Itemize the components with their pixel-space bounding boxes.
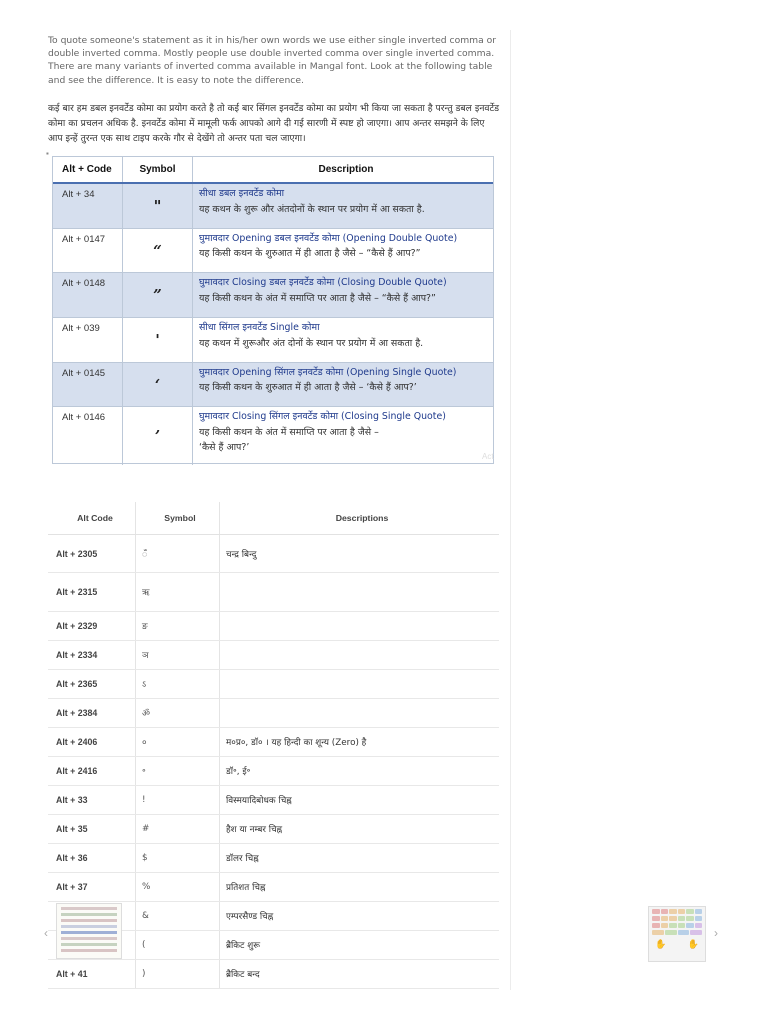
- description-title: सीधा सिंगल इनवर्टेड Single कोमा: [199, 322, 320, 334]
- alt-code-cell: Alt + 0148: [53, 273, 123, 317]
- table-row: [53, 318, 493, 363]
- table-row: [48, 757, 499, 786]
- symbol-cell: ०: [136, 728, 220, 757]
- description-cell: [220, 641, 500, 670]
- alt-code-cell: Alt + 36: [48, 844, 136, 873]
- description-cell: [220, 670, 500, 699]
- description-cell: [220, 573, 500, 612]
- description-cell: विस्मयादिबोधक चिह्न: [220, 786, 500, 815]
- alt-code-cell: Alt + 37: [48, 873, 136, 902]
- intro-paragraph-english: To quote someone's statement as it in his/her own words we use either single inverted comma or double inverted comma. Mostly people use double inverted comma over single inverted comma. There are many variants of inverted comma available in Mangal font. Look at the following table and see the difference. It is easy to note the difference.: [48, 35, 497, 86]
- alt-code-cell: Alt + 33: [48, 786, 136, 815]
- alt-code-cell: Alt + 0146: [53, 407, 123, 465]
- description-cell: [220, 699, 500, 728]
- table-row: [48, 612, 499, 641]
- alt-code-cell: Alt + 0147: [53, 229, 123, 273]
- description-title: घुमावदार Opening सिंगल इनवर्टेड कोमा (Opening Single Quote): [199, 366, 457, 378]
- inverted-comma-table: [52, 156, 494, 464]
- table-row: [48, 641, 499, 670]
- table-row: [48, 573, 499, 612]
- symbol-cell: ङ: [136, 612, 220, 641]
- table-row: [48, 844, 499, 873]
- table-row: [48, 873, 499, 902]
- symbol-cell: ऋ: [136, 573, 220, 612]
- description-text: यह कथन में शुरूऔर अंत दोनों के स्थान पर प्रयोग में आ सकता है.: [199, 337, 424, 349]
- description-cell: चन्द्र बिन्दु: [220, 535, 500, 573]
- description-cell: [193, 229, 493, 273]
- header-symbol: Symbol: [123, 157, 193, 182]
- table-row: [53, 184, 493, 229]
- alt-code-cell: Alt + 41: [48, 960, 136, 989]
- symbol-cell: ': [123, 318, 193, 362]
- description-cell: [193, 184, 493, 228]
- description-text: यह किसी कथन के अंत में समाप्ति पर आता है जैसे –: [199, 426, 379, 438]
- description-cell: हैश या नम्बर चिह्न: [220, 815, 500, 844]
- symbol-cell: !: [136, 786, 220, 815]
- carousel-next-icon[interactable]: ›: [714, 926, 718, 940]
- hands-icon: ✋ ✋: [655, 939, 699, 949]
- symbol-cell: #: [136, 815, 220, 844]
- description-cell: [193, 273, 493, 317]
- description-title: घुमावदार Closing सिंगल इनवर्टेड कोमा (Closing Single Quote): [199, 411, 446, 423]
- table-row: [53, 273, 493, 318]
- alt-code-cell: Alt + 2329: [48, 612, 136, 641]
- table-row: [48, 535, 499, 573]
- description-text: यह किसी कथन के शुरुआत में ही आता है जैसे – ‘कैसे हैं आप?’: [199, 382, 417, 394]
- alt-code-cell: Alt + 0145: [53, 363, 123, 407]
- symbol-cell: $: [136, 844, 220, 873]
- inverted-comma-table-header: [53, 156, 493, 184]
- symbol-cell: “: [123, 229, 193, 273]
- keyboard-layout-thumbnail[interactable]: [648, 906, 706, 962]
- description-text: यह कथन के शुरू और अंतदोनों के स्थान पर प्रयोग में आ सकता है.: [199, 203, 425, 215]
- table-row: [48, 786, 499, 815]
- description-cell: प्रतिशत चिह्न: [220, 873, 500, 902]
- description-cell: ब्रैकिट बन्द: [220, 960, 500, 989]
- alt-code-cell: Alt + 2315: [48, 573, 136, 612]
- alt-code-cell: Alt + 2384: [48, 699, 136, 728]
- description-cell: [193, 363, 493, 407]
- header-descriptions: Descriptions: [220, 502, 500, 535]
- alt-code-cell: Alt + 2305: [48, 535, 136, 573]
- symbol-cell: ञ: [136, 641, 220, 670]
- description-cell: एम्परसैण्ड चिह्न: [220, 902, 500, 931]
- content-divider: [510, 30, 511, 990]
- description-cell: [193, 407, 493, 465]
- description-cell: म०प्र०, डॉ० । यह हिन्दी का शून्य (Zero) है: [220, 728, 500, 757]
- alt-code-cell: Alt + 2365: [48, 670, 136, 699]
- symbol-cell: ‘: [123, 363, 193, 407]
- symbol-cell: &: [136, 902, 220, 931]
- symbol-cell: ): [136, 960, 220, 989]
- symbol-cell: ": [123, 184, 193, 228]
- description-text: यह किसी कथन के शुरुआत में ही आता है जैसे – “कैसे हैं आप?”: [199, 248, 421, 260]
- symbol-cell: ’: [123, 407, 193, 465]
- carousel-prev-icon[interactable]: ‹: [44, 926, 48, 940]
- symbol-cell: ॐ: [136, 699, 220, 728]
- alt-code-cell: Alt + 039: [53, 318, 123, 362]
- table-row: [48, 699, 499, 728]
- table-row: [48, 815, 499, 844]
- table-row: [53, 407, 493, 465]
- description-title: सीधा डबल इनवर्टेड कोमा: [199, 188, 285, 199]
- description-text: यह किसी कथन के अंत में समाप्ति पर आता है जैसे – “कैसे हैं आप?”: [199, 292, 436, 304]
- description-title: घुमावदार Closing डबल इनवर्टेड कोमा (Closing Double Quote): [199, 277, 447, 289]
- description-cell: डॉलर चिह्न: [220, 844, 500, 873]
- symbol-cell: ”: [123, 273, 193, 317]
- image-anchor-dot: ▪: [46, 149, 49, 158]
- description-cell: डॉ॰, ई॰: [220, 757, 500, 786]
- symbol-cell: %: [136, 873, 220, 902]
- document-page-thumbnail[interactable]: [56, 903, 122, 959]
- header-symbol: Symbol: [136, 502, 220, 535]
- description-cell: ब्रैकिट शुरू: [220, 931, 500, 960]
- header-description: Description: [318, 164, 374, 175]
- description-text-continued: ‘कैसे हैं आप?’: [199, 442, 250, 454]
- symbol-cell: ँ: [136, 535, 220, 573]
- symbol-cell: ॰: [136, 757, 220, 786]
- header-alt-code: Alt + Code: [53, 157, 123, 182]
- table-row: [48, 670, 499, 699]
- description-cell: [193, 318, 493, 362]
- alt-code-cell: Alt + 2334: [48, 641, 136, 670]
- alt-code-cell: Alt + 35: [48, 815, 136, 844]
- header-alt-code: Alt Code: [48, 502, 136, 535]
- table-row: [48, 960, 499, 989]
- description-title: घुमावदार Opening डबल इनवर्टेड कोमा (Opening Double Quote): [199, 232, 458, 244]
- activation-watermark: Act: [482, 452, 494, 461]
- table-row: [53, 363, 493, 408]
- intro-paragraph-hindi: कई बार हम डबल इनवर्टेड कोमा का प्रयोग करते है तो कई बार सिंगल इनवर्टेड कोमा का प्रयोग भी किया जा सकता है परन्तु डबल इनवर्टेड कोमा का प्रचलन अधिक है. इनवर्टेड कोमा में मामूली फर्क आपको आगे दी गई सारणी में स्पष्ट हो जाएगा। आप अन्तर समझने के लिए आप इन्हें तुरन्त एक साथ टाइप करके गौर से देखेंगे तो अन्तर पता चल जाएगा।: [48, 103, 500, 144]
- table-row: [48, 728, 499, 757]
- alt-code-cell: Alt + 2416: [48, 757, 136, 786]
- table-row: [53, 229, 493, 274]
- symbol-cell: (: [136, 931, 220, 960]
- alt-code-cell: Alt + 34: [53, 184, 123, 228]
- symbol-cell: ऽ: [136, 670, 220, 699]
- alt-code-table-header: [48, 502, 499, 535]
- alt-code-cell: Alt + 2406: [48, 728, 136, 757]
- description-cell: [220, 612, 500, 641]
